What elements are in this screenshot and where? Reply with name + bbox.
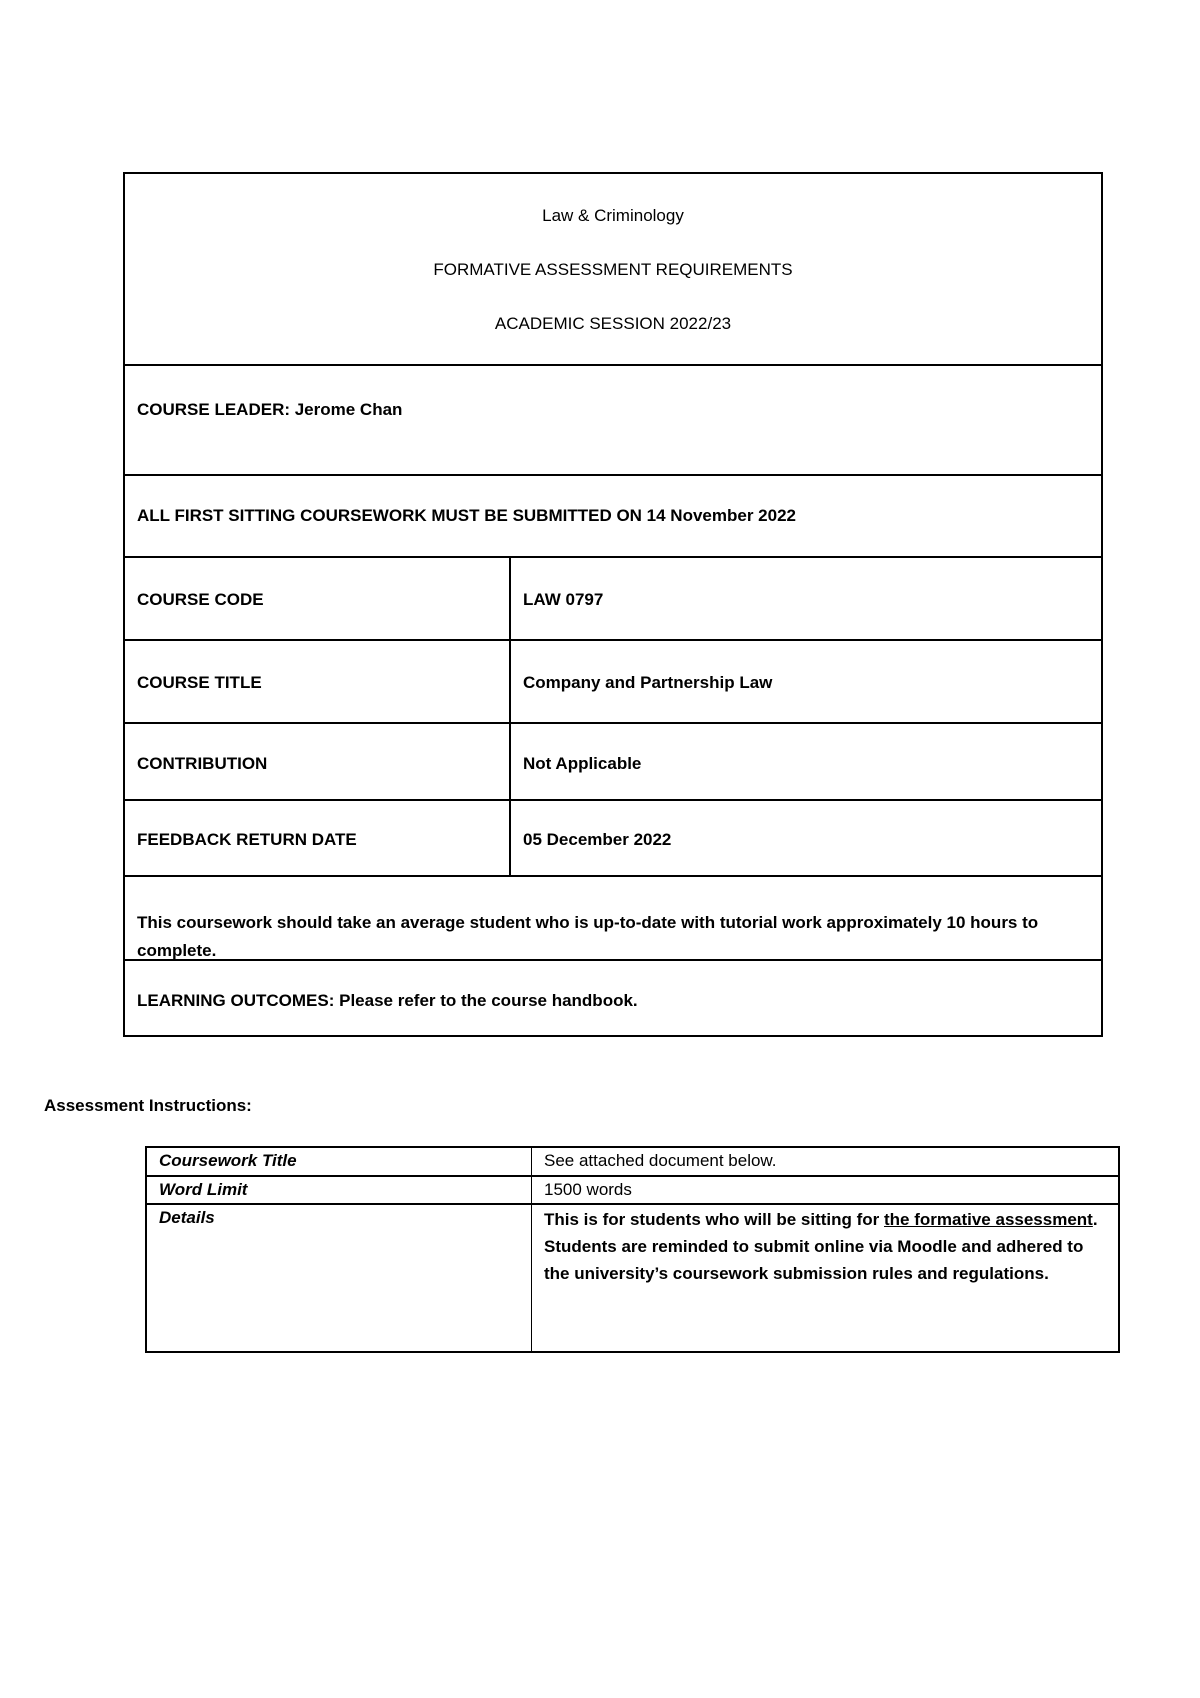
feedback-date-row — [125, 799, 1101, 875]
feedback-date-value: 05 December 2022 — [523, 830, 672, 849]
submission-deadline: ALL FIRST SITTING COURSEWORK MUST BE SUBMITTED ON 14 November 2022 — [137, 506, 796, 525]
details-text-after: . Students are reminded to submit online via Moodle and adhered to the university’s coursework submission rules and regulations. — [544, 1210, 1098, 1283]
coursework-title-value: See attached document below. — [544, 1151, 777, 1170]
details-text-before: This is for students who will be sitting for — [544, 1210, 885, 1229]
contribution-value: Not Applicable — [523, 754, 642, 773]
coursework-title-row — [147, 1148, 1118, 1175]
contribution-label: CONTRIBUTION — [137, 754, 268, 773]
learning-outcomes: LEARNING OUTCOMES: Please refer to the course handbook. — [137, 991, 638, 1010]
coursework-title-label: Coursework Title — [147, 1148, 532, 1175]
workload-note-row — [125, 875, 1101, 959]
details-value — [532, 1205, 1118, 1351]
word-limit-row — [147, 1175, 1118, 1203]
course-title-value: Company and Partnership Law — [523, 673, 773, 692]
instructions-table — [145, 1146, 1120, 1353]
learning-outcomes-row — [125, 959, 1101, 1035]
course-title-label: COURSE TITLE — [137, 673, 262, 692]
course-leader-row — [125, 364, 1101, 474]
department-name: Law & Criminology — [542, 206, 684, 225]
submission-deadline-row — [125, 474, 1101, 556]
academic-session: ACADEMIC SESSION 2022/23 — [494, 314, 732, 333]
contribution-row — [125, 722, 1101, 799]
requirements-header — [125, 174, 1101, 364]
course-code-value: LAW 0797 — [523, 590, 604, 609]
course-code-label: COURSE CODE — [137, 590, 264, 609]
course-leader: COURSE LEADER: Jerome Chan — [137, 400, 403, 419]
details-underlined-text: the formative assessment — [884, 1210, 1093, 1229]
word-limit-value: 1500 words — [544, 1180, 632, 1199]
course-title-row — [125, 639, 1101, 722]
requirements-table — [123, 172, 1103, 1037]
details-label: Details — [147, 1205, 532, 1351]
details-row — [147, 1203, 1118, 1351]
assessment-instructions-heading: Assessment Instructions: — [44, 1096, 252, 1115]
word-limit-label: Word Limit — [147, 1177, 532, 1203]
feedback-date-label: FEEDBACK RETURN DATE — [137, 830, 357, 849]
workload-note: This coursework should take an average student who is up-to-date with tutorial work approximately 10 hours to complete. — [137, 913, 1039, 960]
course-code-row — [125, 556, 1101, 639]
document-title: FORMATIVE ASSESSMENT REQUIREMENTS — [433, 260, 793, 279]
